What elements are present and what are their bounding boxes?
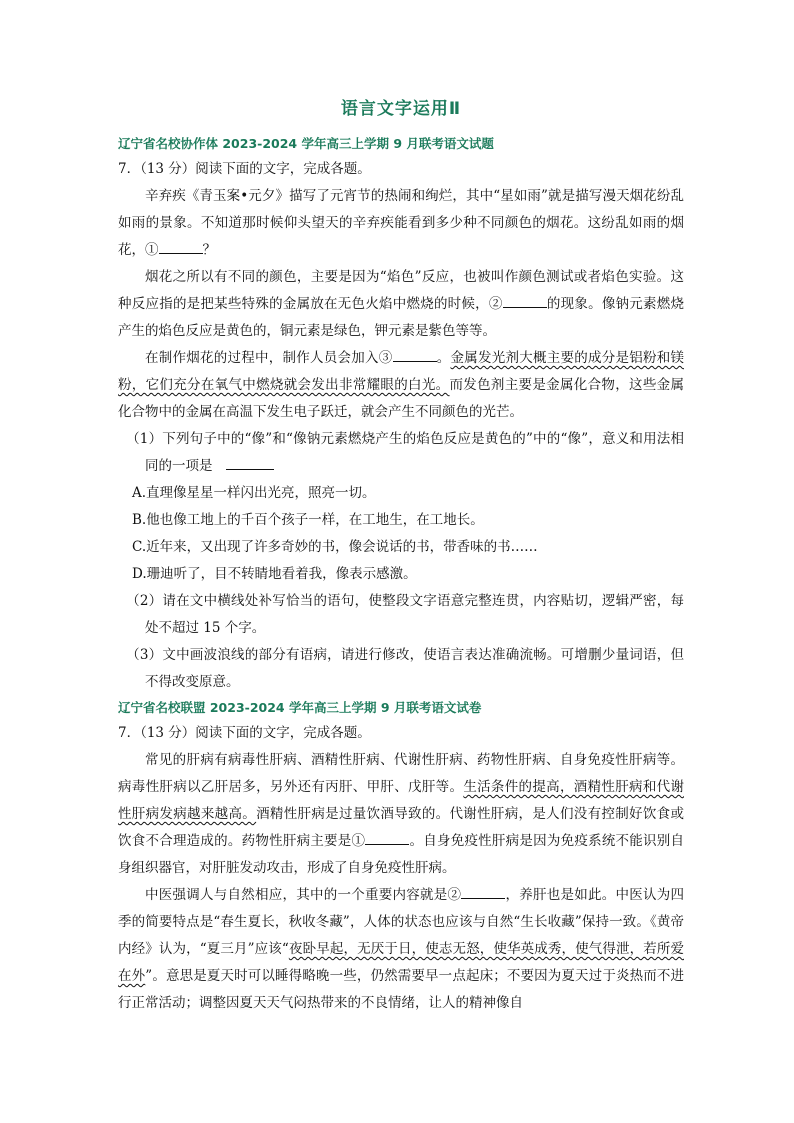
option-a: A.直理像星星一样闪出光亮，照亮一切。 <box>132 485 376 501</box>
option-b: B.他也像工地上的千百个孩子一样，在工地生，在工地长。 <box>132 512 484 528</box>
section1-paragraph-3: 在制作烟花的过程中，制作人员会加入③ 。金属发光剂大概主要的成分是铝粉和镁粉，它们充分在氧气中燃烧就会发出非常耀眼的白光。而发色剂主要是金属化合物，这些金属化合物中的金属在高温下发生电子跃迁，就会产生不同颜色的光芒。 <box>118 345 684 426</box>
answer-blank <box>365 830 409 845</box>
answer-blank <box>226 455 274 470</box>
section2-question-head: 7．（13 分）阅读下面的文字，完成各题。 <box>118 725 371 741</box>
answer-blank <box>461 884 505 899</box>
section2-source: 辽宁省名校联盟 2023-2024 学年高三上学期 9 月联考语文试卷 <box>118 700 482 715</box>
section2-paragraph-2: 中医强调人与自然相应，其中的一个重要内容就是② ，养肝也是如此。中医认为四季的简要特点是“春生夏长，秋收冬藏”，人体的状态也应该与自然“生长收藏”保持一致。《黄帝内经》认为，“夏三月”应该“夜卧早起，无厌于日，使志无怒，使华英成秀，使气得泄，若所爱在外”。意思是夏天时可以睡得略晚一些，仍然需要早一点起床；不要因为夏天过于炎热而不进行正常活动；调整因夏天天气闷热带来的不良情绪，让人的精神像自 <box>118 882 684 1017</box>
section1-source: 辽宁省名校协作体 2023-2024 学年高三上学期 9 月联考语文试题 <box>118 136 494 151</box>
sub-question-2: （2）请在文中横线处补写恰当的语句，使整段文字语意完整连贯，内容贴切，逻辑严密，每处不超过 15 个字。 <box>126 593 684 636</box>
wavy-underlined-sentence: 金属发光剂大概主要的成分是铝粉和镁粉，它们充分在氧气中燃烧就会发出非常耀眼的白光。 <box>118 350 684 393</box>
section2-paragraph-1: 常见的肝病有病毒性肝病、酒精性肝病、代谢性肝病、药物性肝病、自身免疫性肝病等。病毒性肝病以乙肝居多，另外还有丙肝、甲肝、戊肝等。生活条件的提高，酒精性肝病和代谢性肝病发病越来越高。酒精性肝病是过量饮酒导致的。代谢性肝病，是人们没有控制好饮食或饮食不合理造成的。药物性肝病主要是① 。自身免疫性肝病是因为免疫系统不能识别自身组织器官，对肝脏发动攻击，形成了自身免疫性肝病。 <box>118 752 685 876</box>
answer-blank <box>503 293 547 308</box>
option-c: C.近年来，又出现了许多奇妙的书，像会说话的书，带香味的书…… <box>132 539 538 555</box>
section1-question-head: 7．（13 分）阅读下面的文字，完成各题。 <box>118 161 371 177</box>
sub-question-1: （1）下列句子中的“像”和“像钠元素燃烧产生的焰色反应是黄色的”中的“像”，意义和用法相同的一项是 <box>126 431 684 474</box>
wavy-underlined-sentence: 夜卧早起，无厌于日，使志无怒，使华英成秀，使气得泄，若所爱在外 <box>118 941 684 984</box>
section1-paragraph-2: 烟花之所以有不同的颜色，主要是因为“焰色”反应，也被叫作颜色测试或者焰色实验。这种反应指的是把某些特殊的金属放在无色火焰中燃烧的时候，② 的现象。像钠元素燃烧产生的焰色反应是黄色的，铜元素是绿色，钾元素是紫色等等。 <box>118 269 685 339</box>
option-d: D.珊迪听了，目不转睛地看着我，像表示感激。 <box>132 566 417 582</box>
wavy-underlined-sentence: 生活条件的提高，酒精性肝病和代谢性肝病发病越来越高。 <box>118 779 684 822</box>
page-title: 语言文字运用Ⅱ <box>340 99 462 119</box>
sub-question-3: （3）文中画波浪线的部分有语病，请进行修改，使语言表达准确流畅。可增删少量词语，但不得改变原意。 <box>126 647 684 690</box>
section1-paragraph-1: 辛弃疾《青玉案•元夕》描写了元宵节的热闹和绚烂，其中“星如雨”就是描写漫天烟花纷乱如雨的景象。不知道那时候仰头望天的辛弃疾能看到多少种不同颜色的烟花。这纷乱如雨的烟花，① ？ <box>118 188 684 258</box>
answer-blank <box>159 239 203 254</box>
answer-blank <box>393 347 437 362</box>
